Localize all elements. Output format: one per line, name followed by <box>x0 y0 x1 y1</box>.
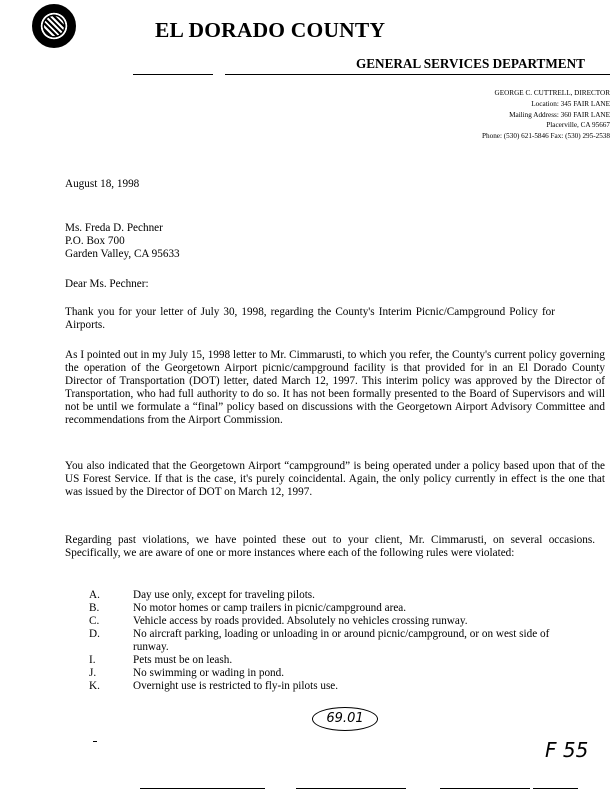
rule-letter: K. <box>89 680 100 692</box>
rule-letter: B. <box>89 602 100 614</box>
rule-item <box>89 680 609 693</box>
recipient-address <box>65 222 605 261</box>
recipient-name: Ms. Freda D. Pechner <box>65 222 163 234</box>
department-name: GENERAL SERVICES DEPARTMENT <box>356 56 585 71</box>
rule-text: Overnight use is restricted to fly-in pilots use. <box>133 680 339 692</box>
footer-line-1 <box>140 788 265 789</box>
director-name: GEORGE C. CUTTRELL, DIRECTOR <box>494 89 610 97</box>
paragraph-4: Regarding past violations, we have pointed these out to your client, Mr. Cimmarusti, on several occasions. Specifically, we are aware of one or more instances where each of the following rules were violated: <box>65 534 595 559</box>
rule-letter: D. <box>89 628 100 640</box>
rule-letter: I. <box>89 654 96 666</box>
footer-line-4 <box>533 788 578 789</box>
header-divider-right <box>225 74 610 75</box>
city-state-zip: Placerville, CA 95667 <box>546 121 610 130</box>
rule-item <box>89 654 609 667</box>
salutation: Dear Ms. Pechner: <box>65 278 149 290</box>
phone-fax: Phone: (530) 621-5846 Fax: (530) 295-2538 <box>482 132 610 141</box>
rule-text: No aircraft parking, loading or unloading in or around picnic/campground, or on west side of runway. <box>133 628 550 653</box>
mailing-address: Mailing Address: 360 FAIR LANE <box>509 110 610 119</box>
letter-date: August 18, 1998 <box>65 178 140 190</box>
header-divider-left <box>133 74 213 75</box>
county-seal-icon <box>32 4 76 48</box>
paragraph-3: You also indicated that the Georgetown Airport “campground” is being operated under a policy based upon that of the US Forest Service. If that is the case, it's purely coincidental. Again, the only policy currently in effect is the one that was issued by the Director of DOT on March 12, 1997. <box>65 460 605 498</box>
location-address: Location: 345 FAIR LANE <box>531 99 610 108</box>
recipient-po-box: P.O. Box 700 <box>65 235 125 247</box>
footer-line-2 <box>296 788 406 789</box>
rule-letter: C. <box>89 615 100 627</box>
rule-letter: A. <box>89 589 100 601</box>
rule-text: Pets must be on leash. <box>133 654 233 666</box>
paragraph-2: As I pointed out in my July 15, 1998 letter to Mr. Cimmarusti, to which you refer, the County's current policy governing the operation of the Georgetown Airport picnic/campground facility is that provided for in an El Dorado County Director of Transportation (DOT) letter, dated March 12, 1997. This interim policy was approved by the Director of Transportation, who had full authority to do so. It has not been formally presented to the Board of Supervisors and will not be until we formulate a “final” policy based on discussions with the Georgetown Airport Advisory Committee and recommendations from the Airport Commission. <box>65 349 605 426</box>
footer-line-3 <box>440 788 530 789</box>
scan-speck <box>93 741 97 742</box>
organization-title: EL DORADO COUNTY <box>155 18 386 42</box>
paragraph-1: Thank you for your letter of July 30, 1998, regarding the County's Interim Picnic/Campground Policy for Airports. <box>65 306 555 331</box>
rule-item <box>89 602 609 615</box>
rule-text: No motor homes or camp trailers in picnic/campground area. <box>133 602 407 614</box>
rule-item <box>89 628 569 654</box>
rule-text: Day use only, except for traveling pilots. <box>133 589 315 601</box>
circled-reference-number: 69.01 <box>312 707 378 731</box>
rule-item <box>89 667 609 680</box>
corner-handwritten-mark: F 55 <box>545 738 589 762</box>
rule-text: Vehicle access by roads provided. Absolutely no vehicles crossing runway. <box>133 615 468 627</box>
rule-item <box>89 589 609 602</box>
rule-letter: J. <box>89 667 97 679</box>
recipient-city: Garden Valley, CA 95633 <box>65 248 180 260</box>
contact-block <box>482 88 610 142</box>
rule-item <box>89 615 609 628</box>
rule-text: No swimming or wading in pond. <box>133 667 285 679</box>
